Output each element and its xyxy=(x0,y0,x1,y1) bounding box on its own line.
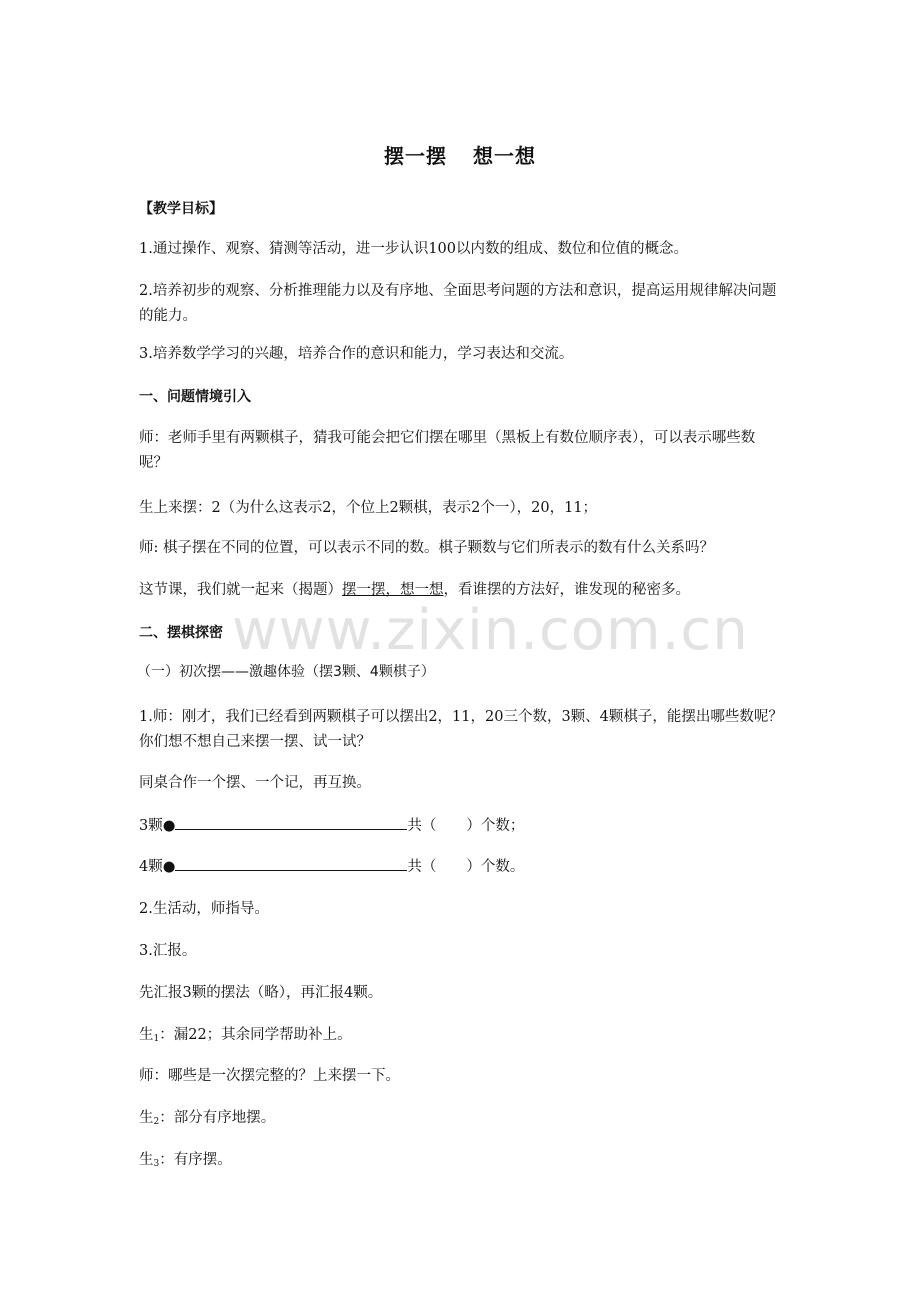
student-3-response xyxy=(139,1150,232,1174)
section-2-subheading: （一）初次摆——激趣体验（摆3颗、4颗棋子） xyxy=(137,664,435,680)
fill-blank-4-end: ）个数。 xyxy=(466,859,525,875)
fill-blank-4-label: 4颗● xyxy=(139,859,176,875)
student-2-text: ：部分有序地摆。 xyxy=(159,1110,276,1126)
section-1-paragraph-3: 师: 棋子摆在不同的位置，可以表示不同的数。棋子颗数与它们所表示的数有什么关系吗？ xyxy=(139,540,714,556)
student-2-response xyxy=(139,1108,275,1132)
fill-blank-3 xyxy=(139,815,524,836)
section-2-paragraph-5: 先汇报3颗的摆法（略），再汇报4颗。 xyxy=(139,985,383,1001)
section-1-paragraph-1: 师：老师手里有两颗棋子，猜我可能会把它们摆在哪里（黑板上有数位顺序表），可以表示哪些数呢？ xyxy=(139,430,756,471)
student-1-response xyxy=(139,1025,352,1049)
student-3-text: ：有序摆。 xyxy=(159,1152,232,1168)
objective-3: 3.培养数学学习的兴趣，培养合作的意识和能力，学习表达和交流。 xyxy=(139,346,574,362)
watermark-text: www.zixin.com.cn xyxy=(232,598,749,663)
student-1-index: 1 xyxy=(153,1034,160,1044)
objective-2: 2.培养初步的观察、分析推理能力以及有序地、全面思考问题的方法和意识，提高运用规律解决问题的能力。 xyxy=(139,283,777,324)
student-1-text: ：漏22；其余同学帮助补上。 xyxy=(159,1027,352,1043)
objectives-heading: 【教学目标】 xyxy=(139,201,223,217)
student-1-speaker: 生 xyxy=(139,1027,154,1043)
fill-blank-4 xyxy=(139,856,524,877)
intro-text-end: ，看谁摆的方法好，谁发现的秘密多。 xyxy=(443,582,690,598)
objective-1: 1.通过操作、观察、猜测等活动，进一步认识100以内数的组成、数位和位值的概念。 xyxy=(139,241,689,257)
student-3-speaker: 生 xyxy=(139,1152,154,1168)
intro-text: 这节课，我们就一起来（揭题） xyxy=(139,582,342,598)
fill-blank-3-line[interactable] xyxy=(175,815,407,830)
section-1-paragraph-2: 生上来摆：2（为什么这表示2，个位上2颗棋，表示2个一），20，11； xyxy=(139,500,598,516)
section-2-paragraph-3: 2.生活动，师指导。 xyxy=(139,901,269,917)
student-3-index: 3 xyxy=(153,1159,160,1169)
title-part-2: 想一想 xyxy=(473,144,536,168)
fill-blank-3-mid: 共（ xyxy=(407,818,437,834)
section-1-paragraph-4 xyxy=(139,580,690,600)
document-title xyxy=(0,140,920,169)
section-2-paragraph-4: 3.汇报。 xyxy=(139,943,197,959)
title-part-1: 摆一摆 xyxy=(384,144,447,168)
section-2-heading: 二、摆棋探密 xyxy=(139,625,223,641)
fill-blank-3-end: ）个数； xyxy=(466,818,525,834)
section-2-paragraph-1: 1.师：刚才，我们已经看到两颗棋子可以摆出2，11，20三个数，3颗、4颗棋子，能摆出哪些数呢？你们想不想自己来摆一摆、试一试？ xyxy=(139,709,783,750)
fill-blank-4-mid: 共（ xyxy=(407,859,437,875)
section-2-paragraph-2: 同桌合作一个摆、一个记，再互换。 xyxy=(139,775,371,791)
student-2-index: 2 xyxy=(153,1117,160,1127)
lesson-title-underlined: 摆一摆，想一想 xyxy=(342,582,444,598)
fill-blank-4-line[interactable] xyxy=(175,856,407,871)
teacher-question: 师：哪些是一次摆完整的？上来摆一下。 xyxy=(139,1068,400,1084)
section-1-heading: 一、问题情境引入 xyxy=(139,389,251,405)
fill-blank-3-label: 3颗● xyxy=(139,818,176,834)
student-2-speaker: 生 xyxy=(139,1110,154,1126)
